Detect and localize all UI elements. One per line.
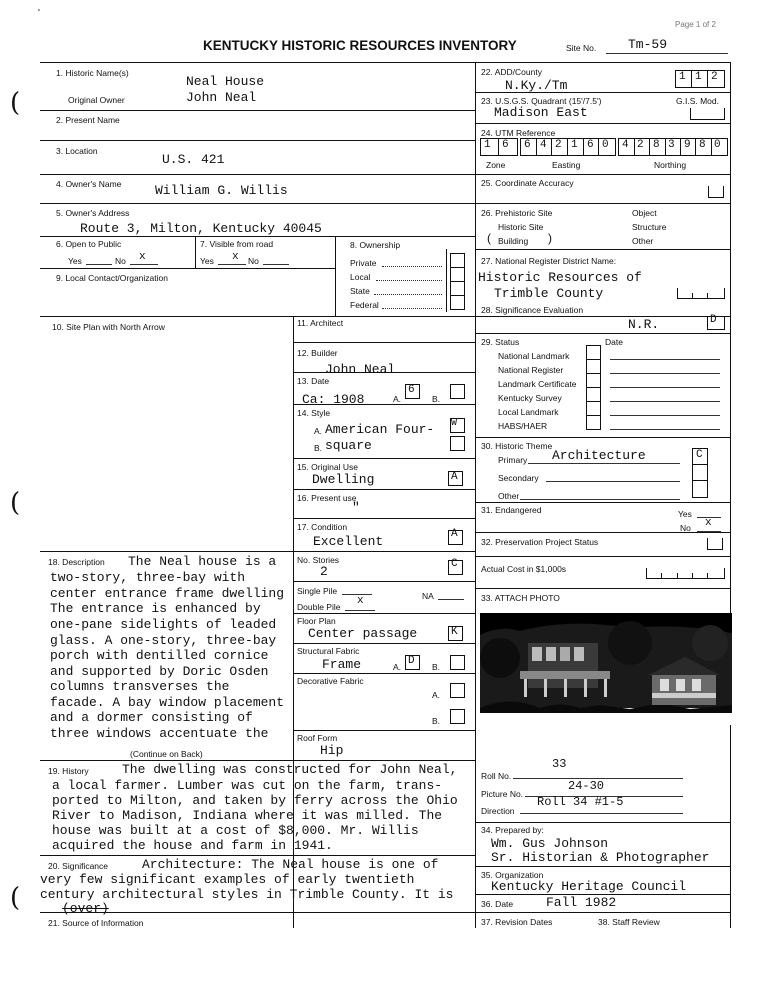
- status-option: Kentucky Survey: [498, 393, 562, 403]
- structural-a-label: A.: [393, 662, 402, 672]
- status-option: Local Landmark: [498, 407, 559, 417]
- ownership-label: 8. Ownership: [350, 240, 401, 250]
- preservation-status-box[interactable]: [707, 538, 723, 550]
- nr-district-label: 27. National Register District Name:: [481, 256, 617, 266]
- revision-dates-label: 37. Revision Dates: [481, 917, 553, 927]
- utm-digit: 3: [668, 139, 675, 151]
- ownership-federal: Federal: [350, 300, 379, 310]
- date-a-label: A.: [393, 394, 402, 404]
- actual-cost-label: Actual Cost in $1,000s: [481, 564, 567, 574]
- building-label: Building: [498, 236, 529, 246]
- date-a-value: 6: [408, 384, 415, 396]
- style-b-label: B.: [314, 443, 323, 453]
- open-no-label: No: [115, 256, 126, 266]
- utm-digit: 6: [524, 139, 531, 151]
- description-line: The Neal house is a: [128, 554, 277, 569]
- prepared-date-label: 36. Date: [481, 899, 514, 909]
- corner-tick: ': [38, 8, 40, 19]
- house-photograph: [480, 613, 732, 725]
- utm-digit: 0: [714, 139, 721, 151]
- open-no-mark[interactable]: x: [139, 251, 146, 263]
- history-line: a local farmer. Lumber was cut on the farm, trans-: [52, 778, 443, 793]
- gis-mod-box[interactable]: [690, 108, 725, 120]
- structural-fabric-value[interactable]: Frame: [322, 657, 362, 672]
- date-b-box[interactable]: [450, 384, 465, 399]
- history-label: 19. History: [48, 766, 89, 776]
- style-b-box[interactable]: [450, 436, 465, 451]
- significance-over: (over): [62, 901, 109, 916]
- object-label: Object: [632, 208, 657, 218]
- location-value[interactable]: U.S. 421: [162, 152, 225, 167]
- status-checkbox[interactable]: [586, 359, 601, 374]
- stories-label: No. Stories: [297, 555, 340, 565]
- site-plan-label: 10. Site Plan with North Arrow: [52, 322, 165, 332]
- structural-code: D: [408, 655, 415, 667]
- building-paren-close: ): [548, 231, 552, 245]
- visible-yes-mark[interactable]: x: [232, 251, 239, 263]
- original-owner-label: Original Owner: [68, 95, 125, 105]
- description-line: one-pane sidelights of leaded: [50, 617, 277, 632]
- history-line: The dwelling was constructed for John Neal,: [122, 762, 458, 777]
- direction-value[interactable]: Roll 34 #1-5: [537, 795, 624, 809]
- builder-value[interactable]: John Neal: [325, 362, 396, 377]
- attach-photo-label: 33. ATTACH PHOTO: [481, 593, 560, 603]
- nr-district-value-2[interactable]: Trimble County: [494, 286, 604, 301]
- endangered-no-mark[interactable]: x: [705, 517, 712, 529]
- description-label: 18. Description: [48, 557, 105, 567]
- visible-yes-label: Yes: [200, 256, 214, 266]
- other-label: Other: [632, 236, 654, 246]
- ownership-local: Local: [350, 272, 371, 282]
- utm-digit: 8: [653, 139, 660, 151]
- status-option: National Landmark: [498, 351, 570, 361]
- historic-site-label: Historic Site: [498, 222, 544, 232]
- condition-value[interactable]: Excellent: [313, 534, 384, 549]
- quadrant-label: 23. U.S.G.S. Quadrant (15'/7.5'): [481, 96, 602, 106]
- significance-line: Architecture: The Neal house is one of: [142, 857, 439, 872]
- prepared-by-value-1[interactable]: Wm. Gus Johnson: [491, 836, 609, 851]
- roll-no-label: Roll No.: [481, 771, 512, 781]
- significance-line: very few significant examples of early twentieth: [40, 872, 415, 887]
- stories-code: C: [451, 558, 458, 570]
- floor-plan-label: Floor Plan: [297, 616, 336, 626]
- status-checkbox[interactable]: [586, 373, 601, 388]
- description-line: and supported by Doric Osden: [50, 664, 269, 679]
- present-use-value[interactable]: ": [352, 500, 360, 515]
- add-county-label: 22. ADD/County: [481, 67, 542, 77]
- prepared-by-value-2[interactable]: Sr. Historian & Photographer: [491, 850, 710, 865]
- history-line: ported to Milton, and taken by ferry across the Ohio: [52, 793, 458, 808]
- roof-form-value[interactable]: Hip: [320, 743, 344, 758]
- description-line: center entrance frame dwelling: [50, 586, 285, 601]
- original-use-label: 15. Original Use: [297, 462, 358, 472]
- roof-form-label: Roof Form: [297, 733, 338, 743]
- local-contact-label: 9. Local Contact/Organization: [56, 273, 168, 283]
- status-checkbox[interactable]: [586, 387, 601, 402]
- double-pile-label: Double Pile: [297, 602, 341, 612]
- structural-b-label: B.: [432, 662, 441, 672]
- decorative-a-box[interactable]: [450, 683, 465, 698]
- picture-no-value[interactable]: 24-30: [568, 779, 605, 793]
- description-line: columns transverses the: [50, 679, 230, 694]
- primary-theme-value[interactable]: Architecture: [552, 448, 646, 463]
- endangered-no-label: No: [680, 523, 691, 533]
- condition-label: 17. Condition: [297, 522, 348, 532]
- decorative-fabric-label: Decorative Fabric: [297, 676, 364, 686]
- status-checkbox[interactable]: [586, 415, 601, 430]
- style-label: 14. Style: [297, 408, 331, 418]
- status-option: Landmark Certificate: [498, 379, 577, 389]
- quadrant-value[interactable]: Madison East: [494, 105, 588, 120]
- significance-evaluation-code: D: [710, 314, 717, 326]
- historic-theme-label: 30. Historic Theme: [481, 441, 553, 451]
- utm-northing-label: Northing: [654, 160, 687, 170]
- prepared-date-value[interactable]: Fall 1982: [546, 895, 617, 910]
- form-title: KENTUCKY HISTORIC RESOURCES INVENTORY: [203, 38, 517, 53]
- significance-evaluation-value[interactable]: N.R.: [628, 317, 660, 332]
- structural-fabric-label: Structural Fabric: [297, 646, 360, 656]
- date-value[interactable]: Ca: 1908: [302, 392, 365, 407]
- history-line: house was built at a cost of $8,000. Mr. Willis: [52, 823, 419, 838]
- date-b-label: B.: [432, 394, 441, 404]
- floor-plan-value[interactable]: Center passage: [308, 626, 418, 641]
- utm-digit: 4: [540, 139, 547, 151]
- gis-mod-label: G.I.S. Mod.: [676, 96, 719, 106]
- status-checkbox[interactable]: [586, 401, 601, 416]
- endangered-yes-label: Yes: [678, 509, 692, 519]
- utm-digit: 2: [555, 139, 562, 151]
- organization-label: 35. Organization: [481, 870, 544, 880]
- decorative-b-label: B.: [432, 716, 441, 726]
- condition-code: A: [451, 528, 458, 540]
- description-line: glass. A one-story, three-bay: [50, 633, 277, 648]
- location-label: 3. Location: [56, 146, 98, 156]
- significance-label: 20. Significance: [48, 861, 109, 871]
- prepared-by-label: 34. Prepared by:: [481, 825, 544, 835]
- punch-hole-mark: (: [10, 883, 21, 913]
- coordinate-accuracy-label: 25. Coordinate Accuracy: [481, 178, 574, 188]
- source-info-label: 21. Source of Information: [48, 918, 144, 928]
- ownership-local-checkbox[interactable]: [450, 267, 465, 282]
- historic-name-value[interactable]: Neal House: [186, 74, 265, 89]
- style-code: W: [451, 418, 458, 429]
- stories-value[interactable]: 2: [320, 564, 328, 579]
- significance-evaluation-label: 28. Significance Evaluation: [481, 305, 584, 315]
- description-line: facade. A bay window placement: [50, 695, 285, 710]
- present-name-label: 2. Present Name: [56, 115, 120, 125]
- history-line: acquired the house and farm in 1941.: [52, 838, 333, 853]
- roll-no-value[interactable]: 33: [552, 757, 567, 771]
- owner-address-value[interactable]: Route 3, Milton, Kentucky 40045: [80, 221, 322, 236]
- ownership-federal-checkbox[interactable]: [450, 295, 465, 310]
- owner-name-label: 4. Owner's Name: [56, 179, 122, 189]
- date-label: 13. Date: [297, 376, 330, 386]
- description-line: and a dormer consisting of: [50, 710, 253, 725]
- utm-zone-label: Zone: [486, 160, 506, 170]
- utm-digit: 6: [502, 139, 509, 151]
- original-use-value[interactable]: Dwelling: [312, 472, 375, 487]
- punch-hole-mark: (: [10, 488, 21, 518]
- utm-digit: 6: [587, 139, 594, 151]
- floor-plan-code: K: [451, 626, 458, 638]
- structural-b-box[interactable]: [450, 655, 465, 670]
- owner-name-value[interactable]: William G. Willis: [155, 183, 288, 198]
- nr-district-value-1[interactable]: Historic Resources of: [478, 270, 642, 285]
- utm-label: 24. UTM Reference: [481, 128, 556, 138]
- significance-line: century architectural styles in Trimble County. It is: [40, 887, 454, 902]
- secondary-label: Secondary: [498, 473, 539, 483]
- nr-district-box[interactable]: [677, 288, 725, 299]
- county-digit: 2: [711, 71, 718, 83]
- structure-label: Structure: [632, 222, 667, 232]
- status-date-label: Date: [605, 337, 623, 347]
- utm-digit: 4: [622, 139, 629, 151]
- open-to-public-label: 6. Open to Public: [56, 239, 122, 249]
- description-line: three windows accentuate the: [50, 726, 269, 741]
- county-digit: 1: [679, 71, 686, 83]
- description-line: two-story, three-bay with: [50, 570, 246, 585]
- staff-review-label: 38. Staff Review: [598, 917, 660, 927]
- description-line: The entrance is enhanced by: [50, 601, 261, 616]
- primary-label: Primary: [498, 455, 528, 465]
- site-no-value[interactable]: Tm-59: [628, 37, 668, 52]
- site-no-label: Site No.: [566, 43, 597, 53]
- county-digit: 1: [695, 71, 702, 83]
- endangered-label: 31. Endangered: [481, 505, 542, 515]
- historic-name-label: 1. Historic Name(s): [56, 68, 129, 78]
- ownership-state: State: [350, 286, 370, 296]
- utm-digit: 8: [699, 139, 706, 151]
- status-label: 29. Status: [481, 337, 520, 347]
- preservation-status-label: 32. Preservation Project Status: [481, 537, 599, 547]
- status-checkbox[interactable]: [586, 345, 601, 360]
- utm-digit: 0: [602, 139, 609, 151]
- open-yes-label: Yes: [68, 256, 82, 266]
- status-option: National Register: [498, 365, 564, 375]
- visible-from-road-label: 7. Visible from road: [200, 239, 274, 249]
- actual-cost-box[interactable]: [646, 568, 725, 579]
- utm-digit: 1: [571, 139, 578, 151]
- na-label: NA: [422, 591, 434, 601]
- original-owner-value[interactable]: John Neal: [186, 90, 257, 105]
- continue-on-back: (Continue on Back): [130, 749, 203, 759]
- direction-label: Direction: [481, 806, 515, 816]
- building-paren-open: (: [487, 231, 491, 245]
- ownership-private: Private: [350, 258, 377, 268]
- utm-digit: 1: [484, 139, 491, 151]
- style-b-value[interactable]: square: [325, 438, 372, 453]
- builder-label: 12. Builder: [297, 348, 338, 358]
- other-theme-label: Other: [498, 491, 520, 501]
- description-line: porch with dentilled cornice: [50, 648, 269, 663]
- picture-no-label: Picture No.: [481, 789, 524, 799]
- original-use-code: A: [451, 471, 458, 483]
- historic-theme-code: C: [696, 449, 703, 461]
- utm-easting-label: Easting: [552, 160, 581, 170]
- visible-no-label: No: [248, 256, 259, 266]
- ownership-private-checkbox[interactable]: [450, 253, 465, 268]
- add-county-value[interactable]: N.Ky./Tm: [505, 78, 568, 93]
- punch-hole-mark: (: [10, 88, 21, 118]
- double-pile-mark[interactable]: x: [357, 595, 364, 607]
- utm-digit: 2: [637, 139, 644, 151]
- organization-value[interactable]: Kentucky Heritage Council: [491, 879, 687, 894]
- status-option: HABS/HAER: [498, 421, 548, 431]
- coordinate-accuracy-box[interactable]: [708, 186, 724, 198]
- present-use-label: 16. Present use: [297, 493, 357, 503]
- architect-label: 11. Architect: [297, 318, 344, 328]
- ownership-state-checkbox[interactable]: [450, 281, 465, 296]
- single-pile-label: Single Pile: [297, 586, 338, 596]
- owner-address-label: 5. Owner's Address: [56, 208, 130, 218]
- history-line: River to Madison, Indiana where it was milled. The: [52, 808, 443, 823]
- decorative-b-box[interactable]: [450, 709, 465, 724]
- corner-mark: Page 1 of 2: [675, 20, 716, 29]
- prehistoric-site-label: 26. Prehistoric Site: [481, 208, 553, 218]
- style-a-label: A.: [314, 426, 323, 436]
- decorative-a-label: A.: [432, 690, 441, 700]
- style-a-value[interactable]: American Four-: [325, 422, 435, 437]
- utm-digit: 9: [684, 139, 691, 151]
